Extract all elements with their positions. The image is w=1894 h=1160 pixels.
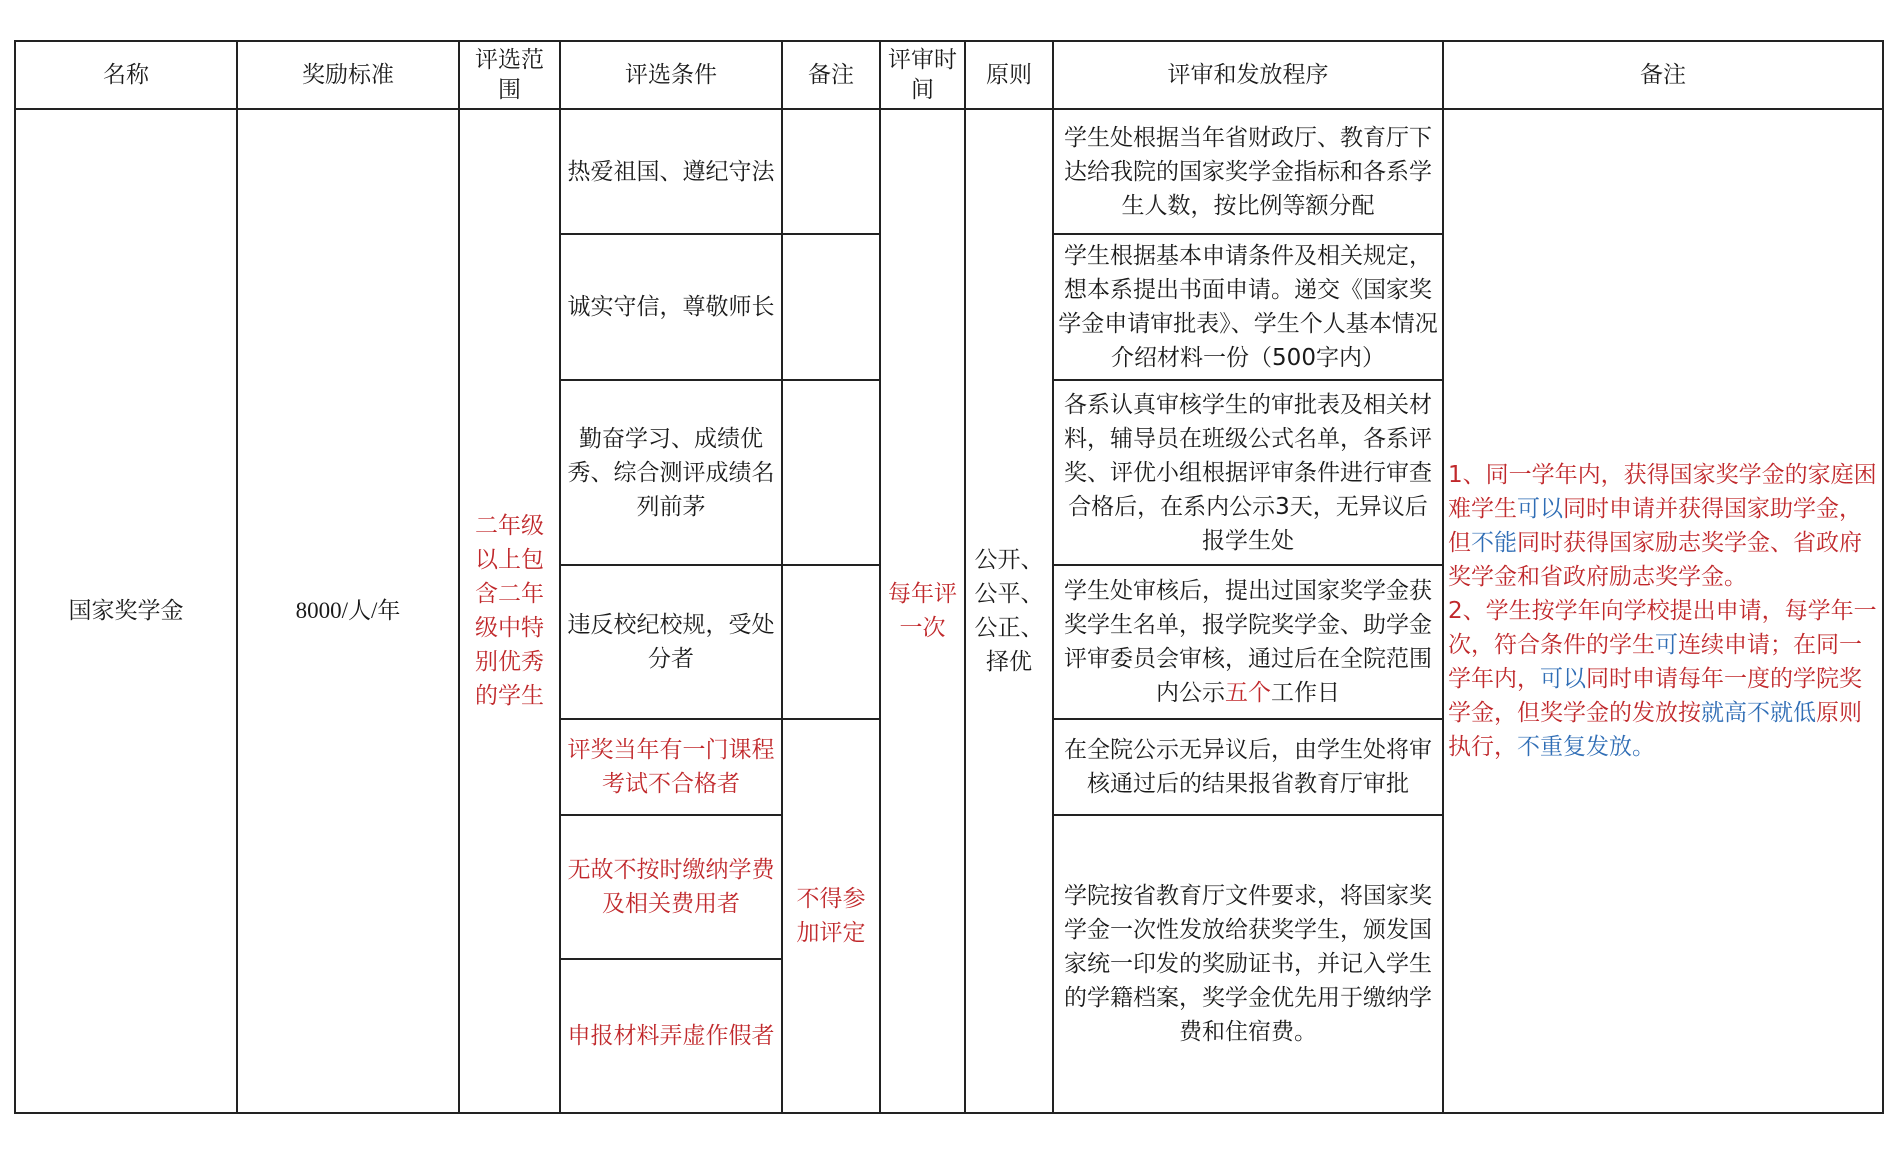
review-time: 每年评一次 [880,109,965,1113]
remark-1: 1、同一学年内，获得国家奖学金的家庭困难学生可以同时申请并获得国家助学金，但不能同时获得国家励志奖学金、省政府奖学金和省政府励志奖学金。 [1448,462,1877,590]
condition-4: 违反校纪校规，受处分者 [560,565,782,719]
header-time: 评审时间 [880,41,965,109]
procedure-2: 学生根据基本申请条件及相关规定，想本系提出书面申请。递交《国家奖学金申请审批表》、学生个人基本情况介绍材料一份（500字内） [1053,234,1443,380]
table-row [15,109,1883,234]
condition-note-2 [782,234,880,380]
condition-7: 申报材料弄虚作假者 [560,959,782,1113]
condition-3: 勤奋学习、成绩优秀、综合测评成绩名列前茅 [560,380,782,565]
condition-5: 评奖当年有一门课程考试不合格者 [560,719,782,815]
procedure-3: 各系认真审核学生的审批表及相关材料，辅导员在班级公式名单，各系评奖、评优小组根据评审条件进行审查合格后，在系内公示3天，无异议后报学生处 [1053,380,1443,565]
header-principle: 原则 [965,41,1053,109]
procedure-5: 在全院公示无异议后，由学生处将审核通过后的结果报省教育厅审批 [1053,719,1443,815]
header-conditions: 评选条件 [560,41,782,109]
remark-2: 2、学生按学年向学校提出申请，每学年一次，符合条件的学生可连续申请；在同一学年内，可以同时申请每年一度的学院奖学金，但奖学金的发放按就高不就低原则执行，不重复发放。 [1448,598,1877,760]
remarks [1443,109,1883,1113]
scholarship-name: 国家奖学金 [15,109,237,1113]
principle: 公开、公平、公正、择优 [965,109,1053,1113]
procedure-1: 学生处根据当年省财政厅、教育厅下达给我院的国家奖学金指标和各系学生人数，按比例等额分配 [1053,109,1443,234]
header-scope: 评选范围 [459,41,560,109]
selection-scope: 二年级以上包含二年级中特别优秀的学生 [459,109,560,1113]
header-standard: 奖励标准 [237,41,459,109]
header-name: 名称 [15,41,237,109]
scholarship-table [14,40,1884,1114]
award-standard: 8000/人/年 [237,109,459,1113]
disqualify-note: 不得参加评定 [782,719,880,1113]
condition-2: 诚实守信，尊敬师长 [560,234,782,380]
condition-note-3 [782,380,880,565]
condition-note-1 [782,109,880,234]
condition-note-4 [782,565,880,719]
condition-6: 无故不按时缴纳学费及相关费用者 [560,815,782,959]
condition-1: 热爱祖国、遵纪守法 [560,109,782,234]
procedure-6: 学院按省教育厅文件要求，将国家奖学金一次性发放给获奖学生，颁发国家统一印发的奖励证书，并记入学生的学籍档案，奖学金优先用于缴纳学费和住宿费。 [1053,815,1443,1113]
header-procedure: 评审和发放程序 [1053,41,1443,109]
header-note: 备注 [782,41,880,109]
header-row [15,41,1883,109]
procedure-4: 学生处审核后，提出过国家奖学金获奖学生名单，报学院奖学金、助学金评审委员会审核，通过后在全院范围内公示五个工作日 [1053,565,1443,719]
header-remarks: 备注 [1443,41,1883,109]
